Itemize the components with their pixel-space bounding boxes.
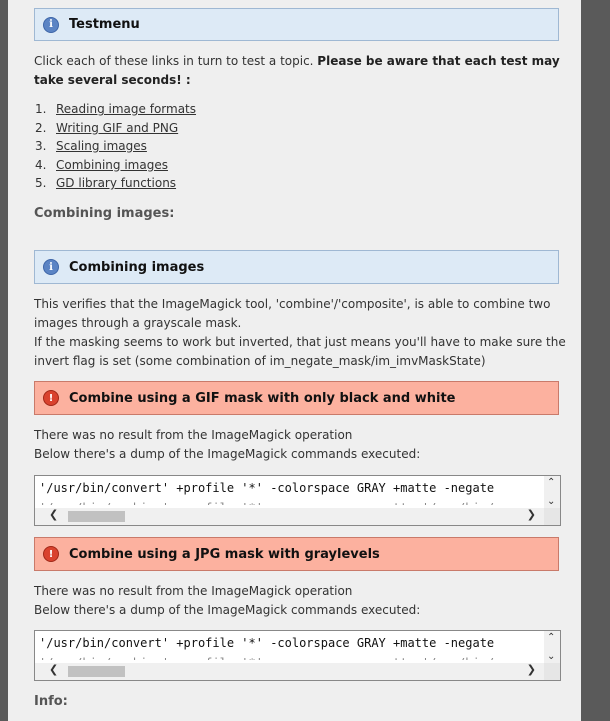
list-item <box>35 100 197 119</box>
intro-warning: Please be aware that each test may take several seconds! <box>34 54 560 87</box>
description-text: This verifies that the ImageMagick tool, 'combine'/'composite', is able to combine two images through a grayscale mask. <box>34 297 551 330</box>
scroll-right-icon[interactable]: ❯ <box>526 508 536 521</box>
dump-label: Below there's a dump of the ImageMagick commands executed: <box>34 447 421 461</box>
scroll-up-icon[interactable]: ⌃ <box>547 632 556 643</box>
intro-text: Click each of these links in turn to test a topic. <box>34 54 318 68</box>
result-text: There was no result from the ImageMagick operation <box>34 428 353 442</box>
list-item <box>35 137 196 156</box>
scroll-left-icon[interactable]: ❮ <box>49 508 59 521</box>
scroll-left-icon[interactable]: ❮ <box>49 663 59 676</box>
test-header-gif <box>34 381 559 415</box>
horizontal-scrollbar[interactable] <box>35 663 544 680</box>
link-scaling-images[interactable]: Scaling images <box>56 139 147 153</box>
test-title: Combine using a GIF mask with only black and white <box>69 390 456 406</box>
combining-description <box>34 295 569 371</box>
scroll-corner <box>544 508 560 525</box>
command-dump-jpg[interactable] <box>34 630 561 681</box>
info-icon: i <box>43 17 59 33</box>
item-number: 1. <box>35 102 47 116</box>
item-number: 5. <box>35 176 47 190</box>
test-title: Combine using a JPG mask with graylevels <box>69 546 380 562</box>
code-line: '/usr/bin/convert' +profile '*' -colorspace GRAY +matte -negate <box>39 636 495 650</box>
test-header-jpg <box>34 537 559 571</box>
vertical-scrollbar[interactable] <box>544 631 560 663</box>
combining-header <box>34 250 559 284</box>
item-number: 4. <box>35 157 47 172</box>
test-result-jpg <box>34 582 569 620</box>
item-number: 2. <box>35 120 47 135</box>
link-writing-gif-png[interactable]: Writing GIF and PNG <box>56 120 179 135</box>
code-line: '/usr/bin/convert' +profile '*' -colorspace GRAY +matte -negate <box>39 481 495 495</box>
link-combining-images[interactable]: Combining images <box>56 157 168 172</box>
result-text: There was no result from the ImageMagick operation <box>34 584 353 598</box>
scroll-right-icon[interactable]: ❯ <box>526 663 536 676</box>
scroll-thumb[interactable] <box>68 666 125 677</box>
content-panel <box>8 0 581 721</box>
description-note: If the masking seems to work but inverted, that just means you'll have to make sure the invert flag is set (some combination of im_negate_mask/im_imvMaskState) <box>34 335 566 368</box>
intro-suffix: : <box>181 73 191 87</box>
error-icon: ! <box>43 546 59 562</box>
horizontal-scrollbar[interactable] <box>35 508 544 525</box>
testmenu-header <box>34 8 559 41</box>
list-item <box>35 119 196 138</box>
info-icon: i <box>43 259 59 275</box>
command-dump-gif[interactable] <box>34 475 561 526</box>
dump-label: Below there's a dump of the ImageMagick commands executed: <box>34 603 421 617</box>
combining-title: Combining images <box>69 259 205 275</box>
list-item <box>35 156 196 175</box>
error-icon: ! <box>43 390 59 406</box>
scroll-down-icon[interactable]: ⌄ <box>547 651 556 662</box>
scroll-up-icon[interactable]: ⌃ <box>547 477 556 488</box>
scroll-down-icon[interactable]: ⌄ <box>547 496 556 507</box>
vertical-scrollbar[interactable] <box>544 476 560 508</box>
section-heading: Combining images: <box>34 206 175 221</box>
link-reading-image-formats[interactable]: Reading image formats <box>56 102 197 116</box>
list-item <box>35 174 196 193</box>
scroll-corner <box>544 663 560 680</box>
scroll-thumb[interactable] <box>68 511 125 522</box>
link-gd-library-functions[interactable]: GD library functions <box>56 176 177 190</box>
testmenu-title: Testmenu <box>69 17 140 32</box>
test-result-gif <box>34 426 569 464</box>
testmenu-intro <box>34 52 569 90</box>
item-number: 3. <box>35 139 47 153</box>
info-heading: Info: <box>34 694 68 709</box>
test-topic-list <box>34 100 196 193</box>
